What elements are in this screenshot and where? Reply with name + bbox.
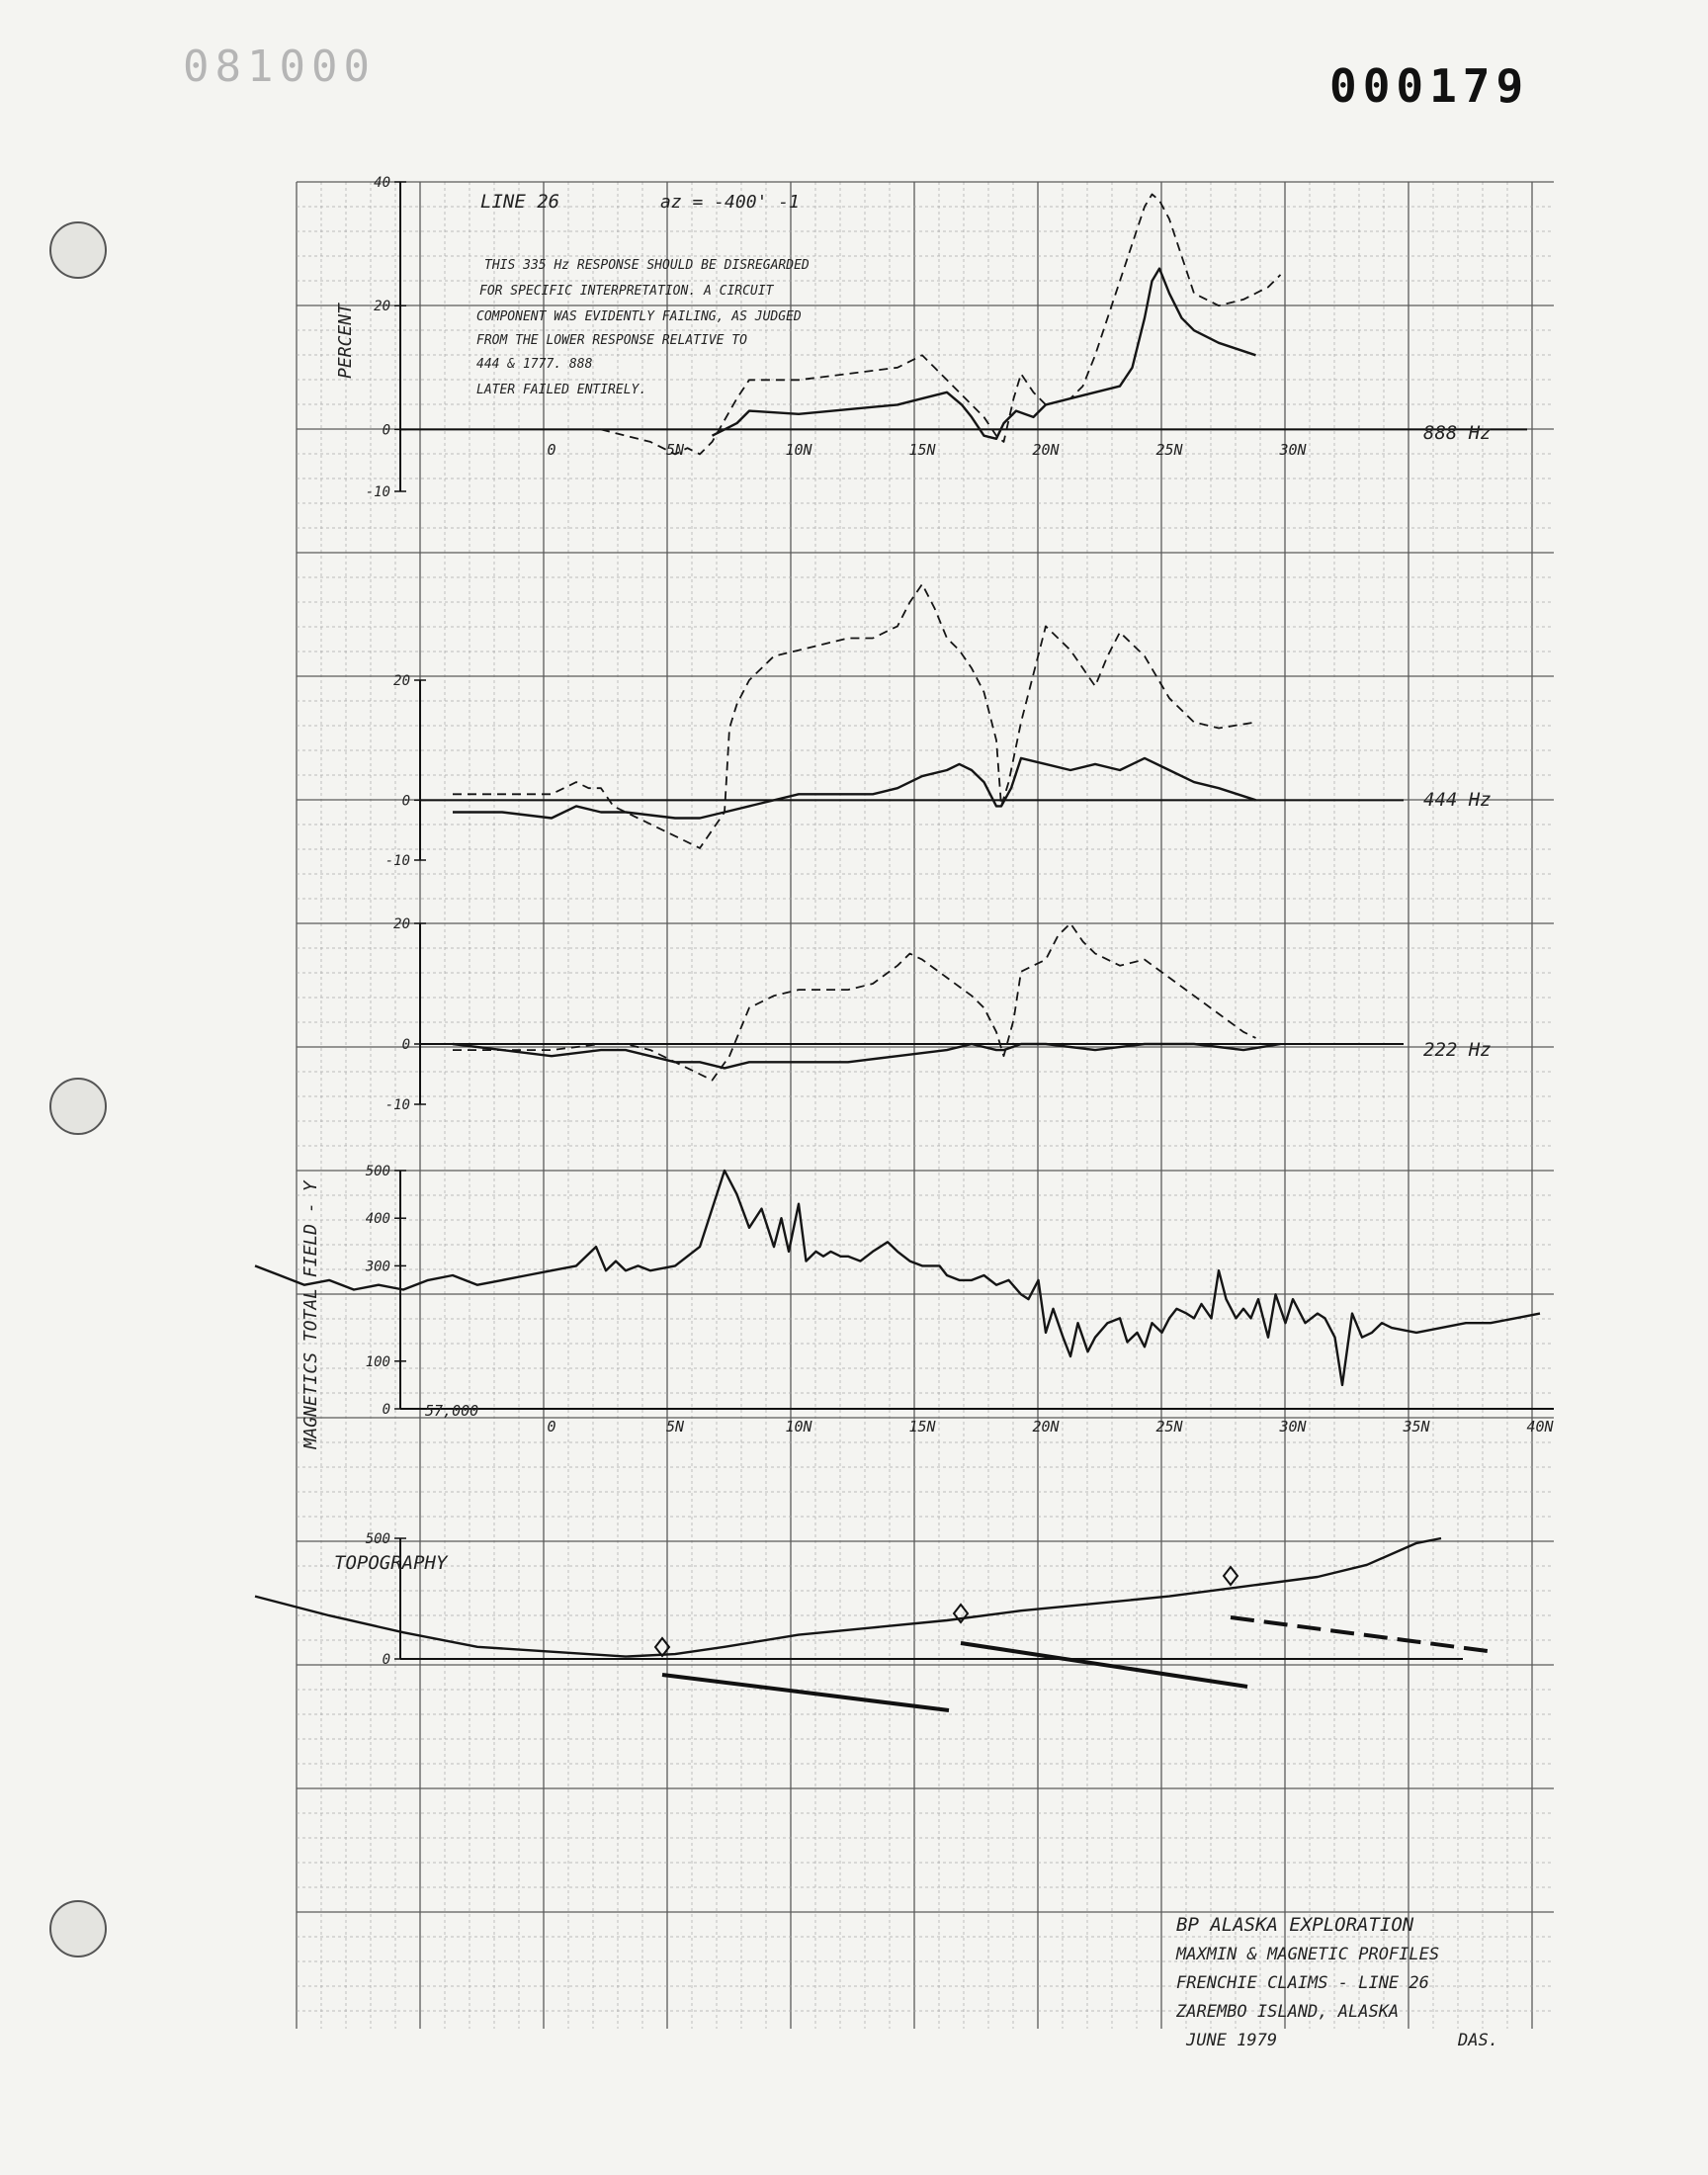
y-tick-label: 500 (365, 1164, 390, 1179)
page-number-stamp: 000179 (1329, 59, 1530, 113)
dip-marker-line (662, 1675, 949, 1710)
chart-panel-4 (255, 1164, 1555, 1449)
y-tick-label: 0 (401, 1037, 410, 1053)
title-line-2: MAXMIN & MAGNETIC PROFILES (1176, 1945, 1440, 1964)
panel-label: 888 Hz (1423, 422, 1492, 444)
y-axis-label: MAGNETICS TOTAL FIELD - Y (300, 1180, 321, 1449)
y-tick-label: 400 (365, 1211, 390, 1228)
x-tick-label: 25N (1155, 441, 1183, 459)
x-tick-label: 5N (665, 441, 685, 459)
line-label: LINE 26 (480, 191, 560, 213)
y-axis-label: PERCENT (335, 304, 356, 379)
y-tick-label: 20 (374, 299, 390, 315)
x-tick-label: 30N (1279, 441, 1307, 459)
y-tick-label: 500 (365, 1531, 390, 1547)
x-tick-label: 10N (785, 441, 812, 459)
y-tick-label: 0 (382, 1402, 390, 1418)
note-line-2: FOR SPECIFIC INTERPRETATION. A CIRCUIT (479, 284, 774, 299)
quadrature-line (453, 923, 1256, 1081)
panel-label: 444 Hz (1423, 789, 1492, 811)
y-tick-label: -10 (384, 1097, 410, 1113)
y-tick-label: 300 (365, 1259, 390, 1275)
x-tick-label: 10N (785, 1418, 812, 1436)
x-tick-label: 20N (1032, 1418, 1060, 1436)
y-tick-label: -10 (384, 853, 410, 869)
title-line-6: DAS. (1458, 2031, 1498, 2050)
dip-marker-line (1231, 1617, 1488, 1651)
old-page-stamp: 081000 (183, 42, 376, 92)
chart-panel-3 (385, 916, 1492, 1113)
title-line-5: JUNE 1979 (1186, 2031, 1278, 2050)
in-phase-line (713, 269, 1256, 439)
x-tick-label: 0 (547, 441, 556, 459)
title-line-4: ZAREMBO ISLAND, ALASKA (1176, 2002, 1400, 2022)
title-line-3: FRENCHIE CLAIMS - LINE 26 (1176, 1973, 1429, 1993)
note-line-1: THIS 335 Hz RESPONSE SHOULD BE DISREGARDED (484, 258, 810, 273)
in-phase-line (255, 1171, 1540, 1385)
title-line-1: BP ALASKA EXPLORATION (1176, 1914, 1414, 1936)
note-line-5: 444 & 1777. 888 (476, 357, 593, 372)
x-tick-label: 35N (1403, 1418, 1430, 1436)
azimuth-label: az = -400' -1 (660, 192, 800, 213)
x-tick-label: 30N (1279, 1418, 1307, 1436)
note-line-4: FROM THE LOWER RESPONSE RELATIVE TO (476, 333, 747, 348)
chart-panel-5 (255, 1531, 1463, 1668)
in-phase-line (453, 758, 1256, 819)
note-line-3: COMPONENT WAS EVIDENTLY FAILING, AS JUDGED (476, 309, 802, 324)
note-line-6: LATER FAILED ENTIRELY. (476, 383, 647, 397)
y-tick-label: 20 (393, 916, 410, 932)
y-tick-label: 0 (401, 793, 410, 810)
graph-paper-grid (297, 182, 1554, 2029)
y-tick-label: 100 (365, 1353, 390, 1370)
base-value-label: 57,000 (425, 1402, 479, 1420)
x-tick-label: 15N (908, 441, 936, 459)
y-tick-label: 0 (382, 1652, 390, 1668)
x-tick-label: 0 (547, 1418, 556, 1436)
x-tick-label: 5N (665, 1418, 685, 1436)
x-tick-label: 20N (1032, 441, 1060, 459)
y-tick-label: -10 (365, 484, 390, 500)
x-tick-label: 25N (1155, 1418, 1183, 1436)
x-tick-label: 15N (908, 1418, 936, 1436)
x-tick-label: 40N (1526, 1418, 1554, 1436)
panel-label: TOPOGRAPHY (334, 1552, 448, 1574)
y-tick-label: 20 (393, 673, 410, 689)
y-tick-label: 40 (374, 175, 390, 191)
panel-label: 222 Hz (1423, 1039, 1492, 1061)
y-tick-label: 0 (382, 422, 390, 439)
